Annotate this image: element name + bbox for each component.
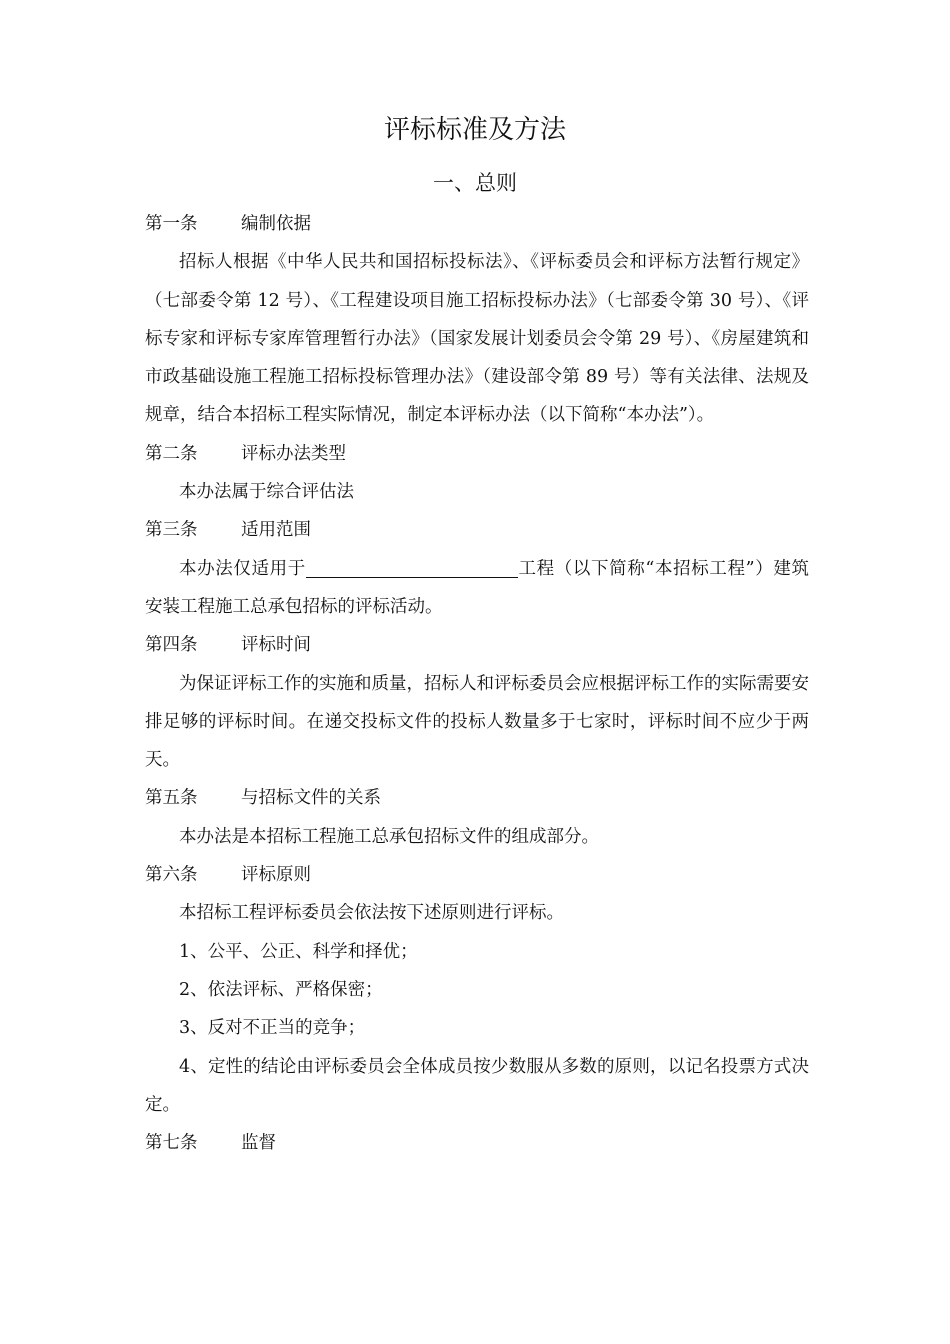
article-heading [145,435,809,473]
chapter-heading: 一、总则 [433,171,517,195]
paragraph: 本招标工程评标委员会依法按下述原则进行评标。 [179,903,564,924]
article-number: 第六条 [145,865,198,886]
article-title: 评标原则 [241,865,311,886]
paragraph: 本办法是本招标工程施工总承包招标文件的组成部分。 [179,826,599,847]
paragraph: 为保证评标工作的实施和质量，招标人和评标委员会应根据评标工作的实际需要安排足够的评标时间。在递交投标文件的投标人数量多于七家时，评标时间不应少于两天。 [145,673,809,771]
scope-paragraph [145,550,809,627]
article-heading [145,856,809,894]
document-body [145,205,809,1162]
article-title: 评标时间 [241,635,311,656]
scope-text-before: 本办法仅适用于 [179,558,306,579]
document-title: 评标标准及方法 [383,115,566,145]
article-number: 第七条 [145,1133,198,1154]
article-number: 第四条 [145,635,198,656]
principle-item: 2、依法评标、严格保密； [179,979,383,1000]
paragraph: 招标人根据《中华人民共和国招标投标法》、《评标委员会和评标方法暂行规定》（七部委令第 12 号）、《工程建设项目施工招标投标办法》（七部委令第 30 号）、《评标专家和评标专家库管理暂行办法》（国家发展计划委员会令第 29 号）、《房屋建筑和市政基础设施工程施工招标投标管理办法》（建设部令第 89 号）等有关法律、法规及规章，结合本招标工程实际情况，制定本评标办法（以下简称“本办法”）。 [145,252,809,426]
article-title: 评标办法类型 [241,443,346,464]
article-title: 编制依据 [241,214,311,234]
article-title: 监督 [241,1133,276,1154]
article-heading [145,1124,809,1162]
article-heading [145,205,809,243]
article-number: 第二条 [145,443,198,464]
article-heading [145,779,809,817]
project-name-blank [306,557,518,578]
paragraph: 本办法属于综合评估法 [179,482,354,503]
principle-item: 4、定性的结论由评标委员会全体成员按少数服从多数的原则，以记名投票方式决定。 [145,1056,809,1115]
article-number: 第三条 [145,520,198,541]
article-heading [145,626,809,664]
article-title: 与招标文件的关系 [241,788,381,809]
article-number: 第五条 [145,788,198,809]
scope-text-after: 工程（以下简称“本招标工程”）建筑安装工程施工总承包招标的评标活动。 [145,558,809,617]
principle-item: 1、公平、公正、科学和择优； [179,941,418,962]
principle-item: 3、反对不正当的竞争； [179,1018,366,1039]
article-title: 适用范围 [241,520,311,541]
article-number: 第一条 [145,214,198,234]
article-heading [145,511,809,549]
